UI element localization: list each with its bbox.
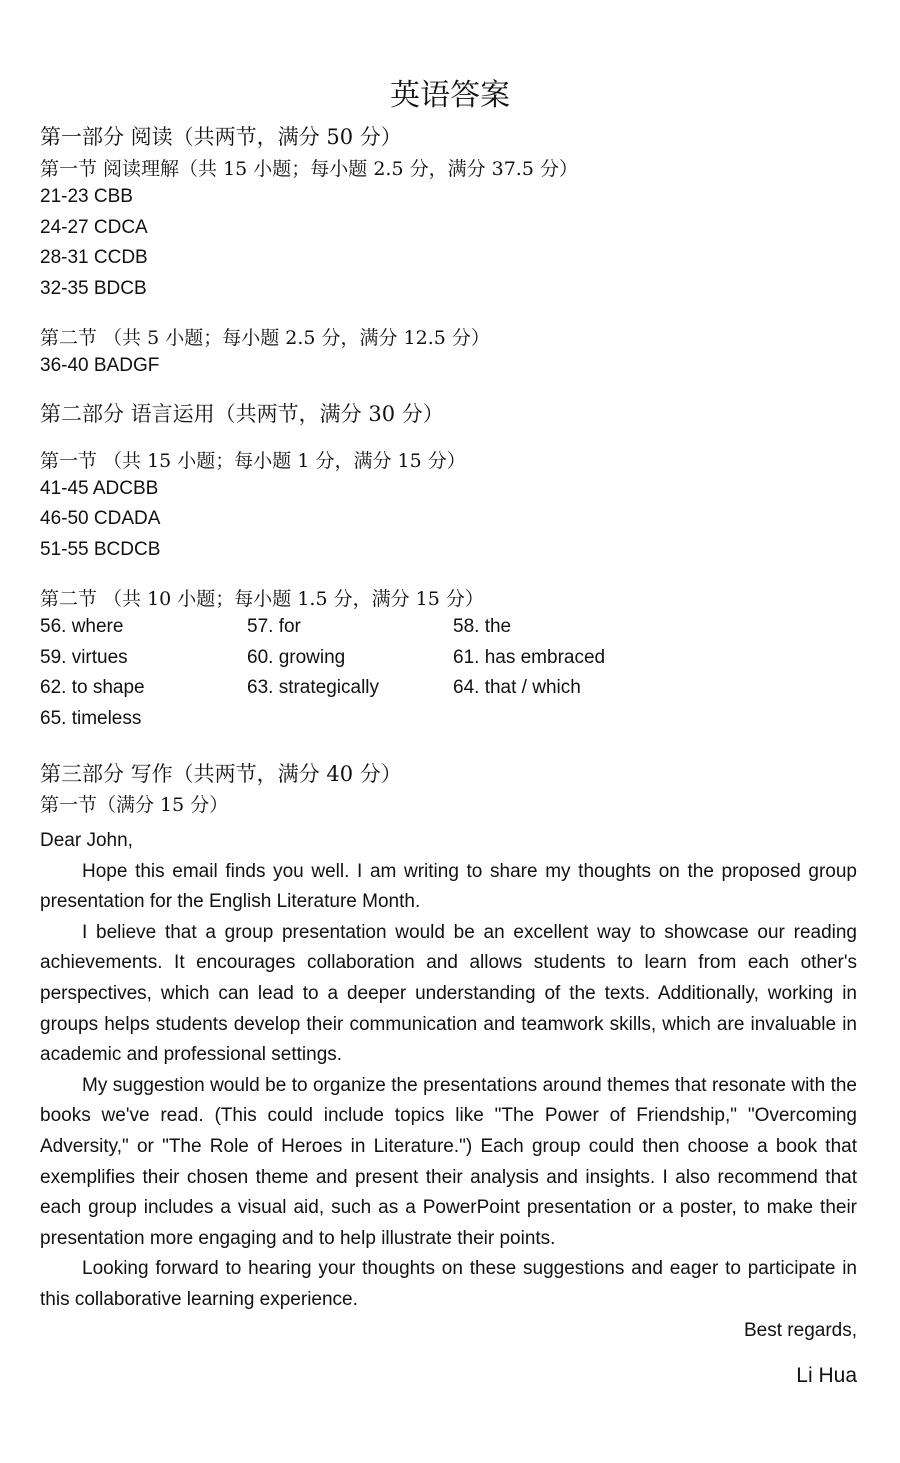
model-letter xyxy=(40,826,857,1316)
answer-cell: 65. timeless xyxy=(40,708,142,729)
answer-cell: 60. growing xyxy=(247,647,346,668)
part2-section1-heading: 第一节 （共 15 小题；每小题 1 分，满分 15 分） xyxy=(40,450,466,472)
part1-section2-heading: 第二节 （共 5 小题；每小题 2.5 分，满分 12.5 分） xyxy=(40,327,490,349)
part1-heading: 第一部分 阅读（共两节，满分 50 分） xyxy=(40,125,402,149)
answer-line: 32-35 BDCB xyxy=(40,278,147,299)
part3-heading: 第三部分 写作（共两节，满分 40 分） xyxy=(40,762,402,786)
letter-paragraph: Looking forward to hearing your thoughts on these suggestions and eager to participate in this collaborative learning experience. xyxy=(40,1258,857,1310)
answer-line: 36-40 BADGF xyxy=(40,355,160,376)
answer-line: 21-23 CBB xyxy=(40,186,133,207)
letter-paragraph: I believe that a group presentation would be an excellent way to showcase our reading achievements. It encourages collaboration and allows students to learn from each other's perspectives, which can lead to a deeper understanding of the texts. Additionally, working in groups helps students develop their communication and teamwork skills, which are invaluable in academic and professional settings. xyxy=(40,921,857,1066)
letter-paragraph: My suggestion would be to organize the presentations around themes that resonate with the books we've read. (This could include topics like "The Power of Friendship," "Overcoming Adversity," or "The Role of Heroes in Literature.") Each group could then choose a book that exemplifies their chosen theme and present their analysis and insights. I also recommend that each group includes a visual aid, such as a PowerPoint presentation or a poster, to make their presentation more engaging and to help illustrate their points. xyxy=(40,1074,857,1249)
part2-section2-heading: 第二节 （共 10 小题；每小题 1.5 分，满分 15 分） xyxy=(40,588,484,610)
part2-heading: 第二部分 语言运用（共两节，满分 30 分） xyxy=(40,402,444,426)
answer-cell: 59. virtues xyxy=(40,647,128,668)
answer-cell: 63. strategically xyxy=(247,677,380,698)
answer-cell: 57. for xyxy=(247,616,301,637)
answer-cell: 58. the xyxy=(453,616,512,637)
part1-section1-heading: 第一节 阅读理解（共 15 小题；每小题 2.5 分，满分 37.5 分） xyxy=(40,158,578,180)
letter-paragraph: Hope this email finds you well. I am writing to share my thoughts on the proposed group presentation for the English Literature Month. xyxy=(40,860,857,913)
page-title: 英语答案 xyxy=(390,78,510,113)
answer-line: 24-27 CDCA xyxy=(40,217,148,238)
answer-cell: 62. to shape xyxy=(40,677,145,698)
letter-signature: Li Hua xyxy=(796,1364,857,1387)
part3-section1-heading: 第一节（满分 15 分） xyxy=(40,794,229,816)
letter-closing: Best regards, xyxy=(744,1320,857,1341)
answer-line: 28-31 CCDB xyxy=(40,247,148,268)
answer-cell: 61. has embraced xyxy=(453,647,606,668)
answer-line: 41-45 ADCBB xyxy=(40,478,159,499)
answer-cell: 64. that / which xyxy=(453,677,581,698)
letter-greeting: Dear John, xyxy=(40,830,133,851)
answer-line: 51-55 BCDCB xyxy=(40,539,161,560)
answer-cell: 56. where xyxy=(40,616,124,637)
answer-line: 46-50 CDADA xyxy=(40,508,161,529)
